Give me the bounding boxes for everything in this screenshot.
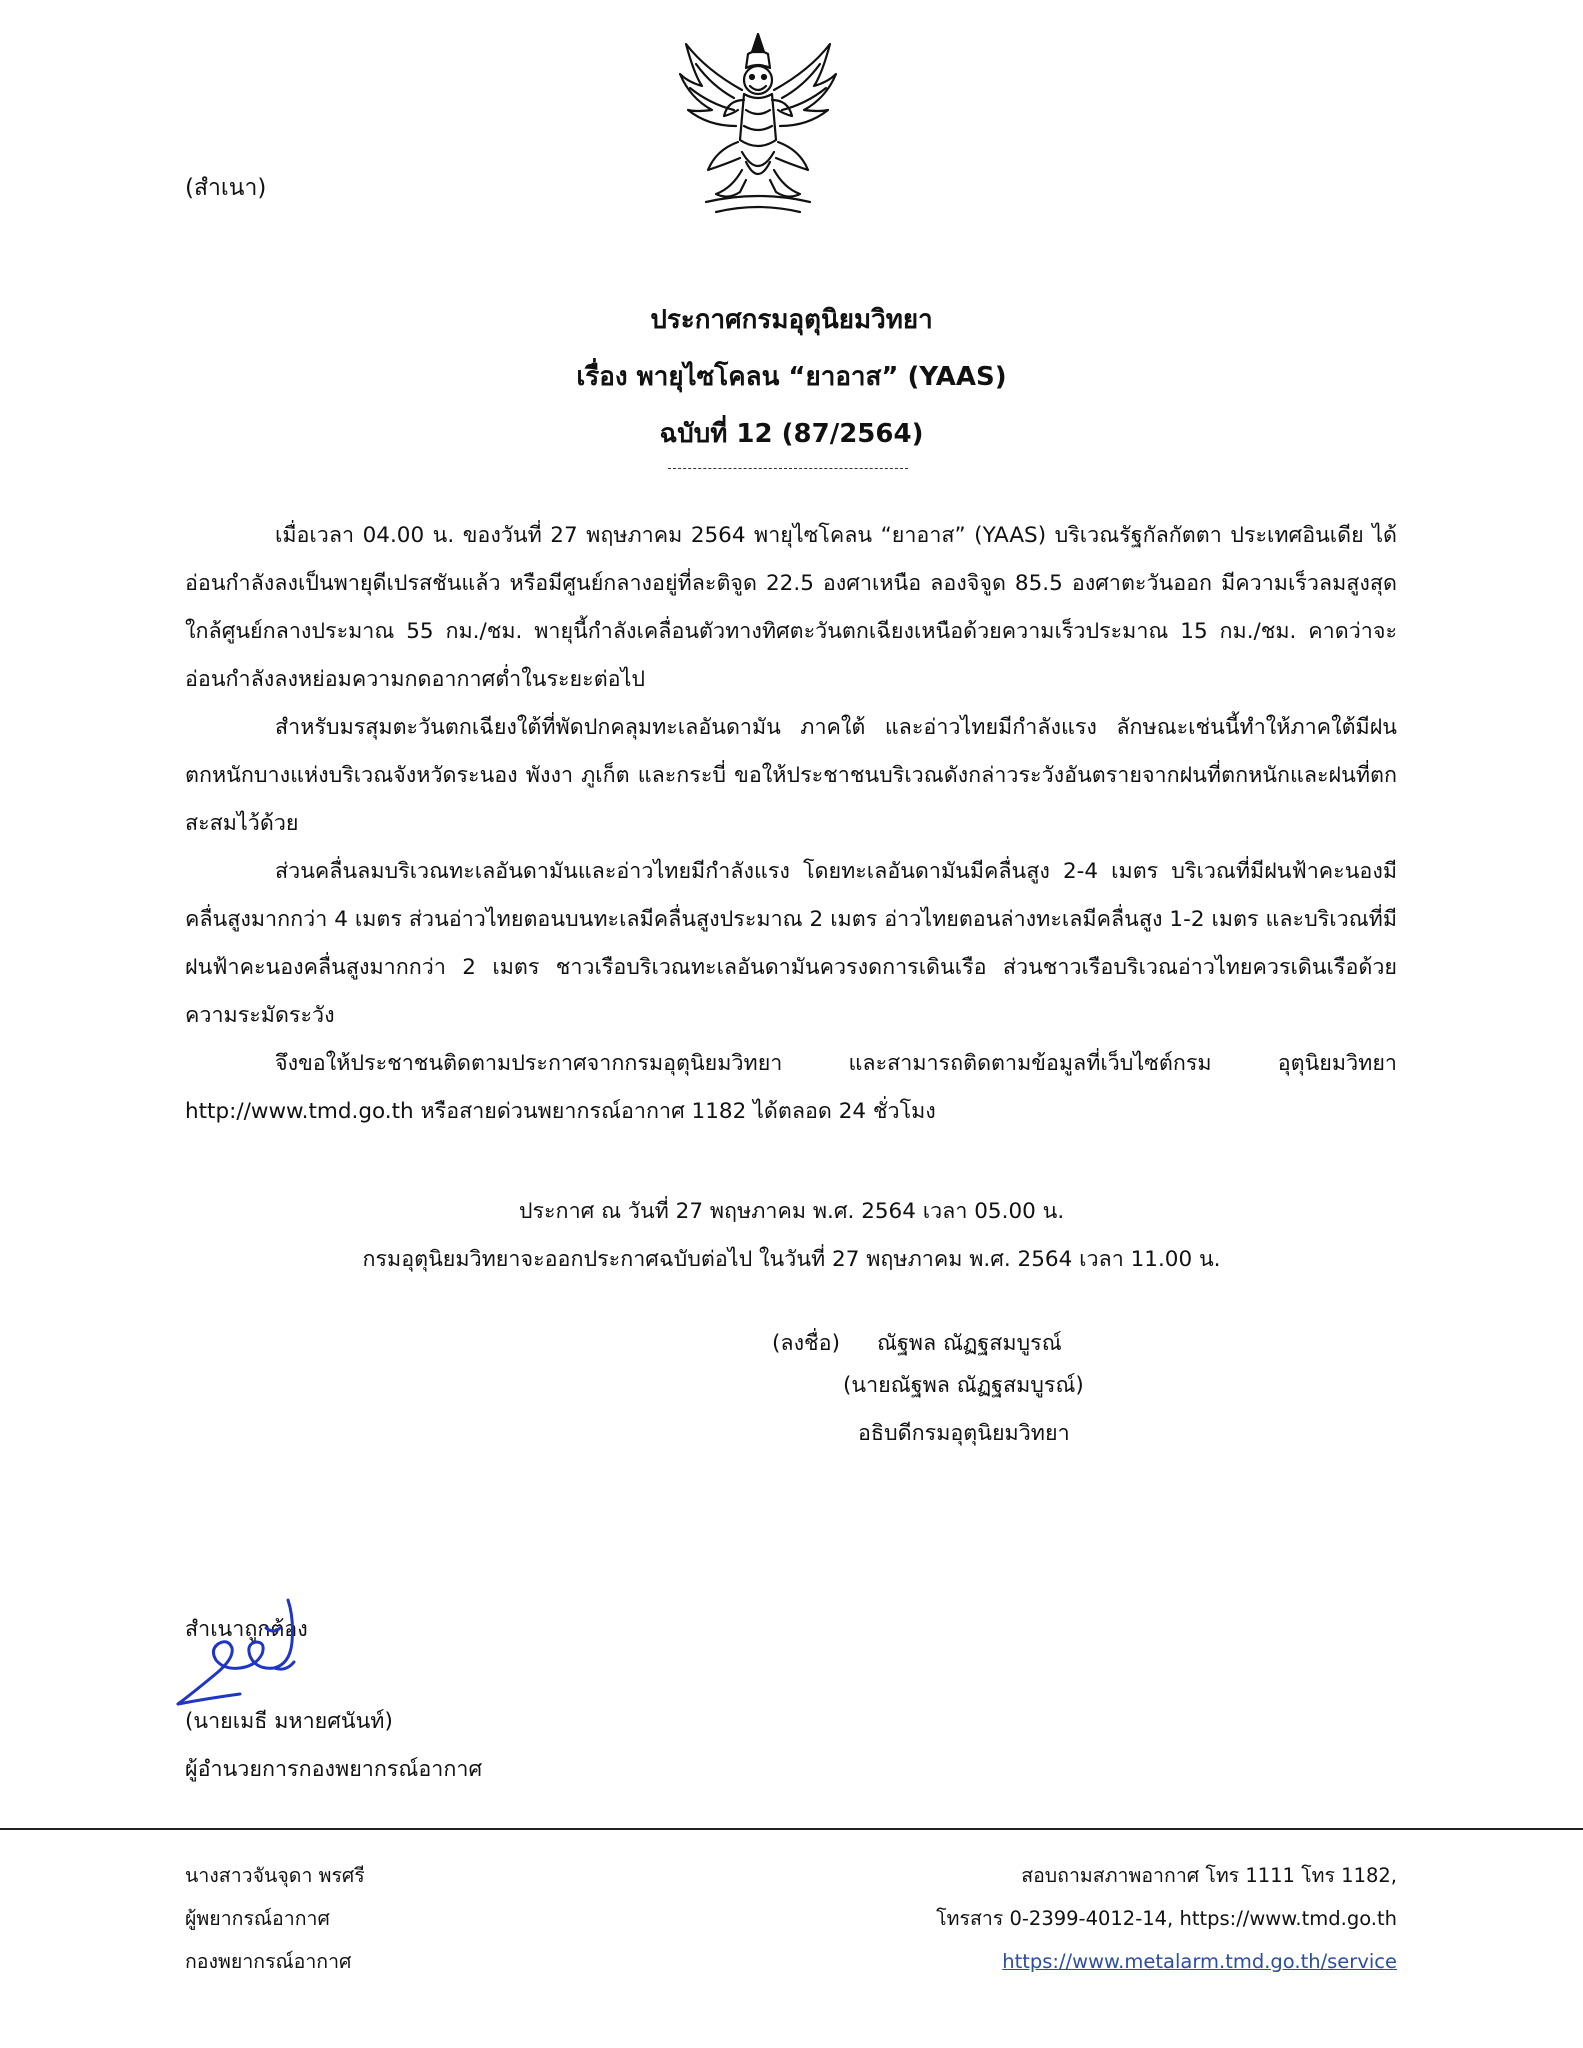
signer-full-name: (นายณัฐพล ณัฏฐสมบูรณ์) (843, 1373, 1084, 1398)
announcement-title: ประกาศกรมอุตุนิยมวิทยา (650, 305, 933, 335)
certifier-name: (นายเมธี มหายศนันท์) (185, 1709, 393, 1734)
paragraph-sea-waves: ส่วนคลื่นลมบริเวณทะเลอันดามันและอ่าวไทยมีกำลังแรง โดยทะเลอันดามันมีคลื่นสูง 2-4 เมตร บริเวณที่มีฝนฟ้าคะนองมีคลื่นสูงมากกว่า 4 เมตร ส่วนอ่าวไทยตอนบนทะเลมีคลื่นสูงประมาณ 2 เมตร อ่าวไทยตอนล่างทะเลมีคลื่นสูง 1-2 เมตร และบริเวณที่มีฝนฟ้าคะนองคลื่นสูงมากกว่า 2 เมตร ชาวเรือบริเวณทะเลอันดามันควรงดการเดินเรือ ส่วนชาวเรือบริเวณอ่าวไทยควรเดินเรือด้วยความระมัดระวัง (185, 859, 1397, 1028)
paragraph-monsoon-rain: สำหรับมรสุมตะวันตกเฉียงใต้ที่พัดปกคลุมทะเลอันดามัน ภาคใต้ และอ่าวไทยมีกำลังแรง ลักษณะเช่นนี้ทำให้ภาคใต้มีฝนตกหนักบางแห่งบริเวณจังหวัดระนอง พังงา ภูเก็ต และกระบี่ ขอให้ประชาชนบริเวณดังกล่าวระวังอันตรายจากฝนที่ตกหนักและฝนที่ตกสะสมไว้ด้วย (185, 715, 1397, 836)
paragraph-cyclone-status: เมื่อเวลา 04.00 น. ของวันที่ 27 พฤษภาคม 2564 พายุไซโคลน “ยาอาส” (YAAS) บริเวณรัฐกัลกัตตา ประเทศอินเดีย ได้อ่อนกำลังลงเป็นพายุดีเปรสชันแล้ว หรือมีศูนย์กลางอยู่ที่ละติจูด 22.5 องศาเหนือ ลองจิจูด 85.5 องศาตะวันออก มีความเร็วลมสูงสุดใกล้ศูนย์กลางประมาณ 55 กม./ชม. พายุนี้กำลังเคลื่อนตัวทางทิศตะวันตกเฉียงเหนือด้วยความเร็วประมาณ 15 กม./ชม. คาดว่าจะอ่อนกำลังลงหย่อมความกดอากาศต่ำในระยะต่อไป (185, 523, 1397, 692)
forecaster-division: กองพยากรณ์อากาศ (185, 1950, 352, 1973)
footer-contact (936, 1854, 1397, 1983)
announced-date: ประกาศ ณ วันที่ 27 พฤษภาคม พ.ศ. 2564 เวลา 05.00 น. (518, 1199, 1065, 1224)
paragraph-follow-updates: จึงขอให้ประชาชนติดตามประกาศจากกรมอุตุนิยมวิทยา และสามารถติดตามข้อมูลที่เว็บไซต์กรม อุตุนิยมวิทยา http://www.tmd.go.th หรือสายด่วนพยากรณ์อากาศ 1182 ได้ตลอด 24 ชั่วโมง (185, 1051, 1397, 1124)
handwritten-signature (170, 1588, 320, 1718)
announcement-body (185, 512, 1397, 1136)
forecaster-name: นางสาวจันจุดา พรศรี (185, 1864, 365, 1887)
certified-copy-label: สำเนาถูกต้อง (185, 1617, 308, 1642)
footer-forecaster (185, 1854, 365, 1983)
contact-phone: สอบถามสภาพอากาศ โทร 1111 โทร 1182, (1021, 1864, 1397, 1887)
announcement-header (0, 292, 1583, 463)
announcement-issue: ฉบับที่ 12 (87/2564) (659, 419, 924, 449)
copy-label: (สำเนา) (185, 175, 267, 201)
announcement-dates (0, 1188, 1583, 1284)
garuda-emblem (676, 30, 840, 220)
signer-title: อธิบดีกรมอุตุนิยมวิทยา (858, 1421, 1070, 1446)
forecaster-role: ผู้พยากรณ์อากาศ (185, 1907, 330, 1930)
footer-divider (0, 1828, 1583, 1830)
signed-prefix: (ลงชื่อ) (772, 1331, 840, 1356)
announcement-subject: เรื่อง พายุไซโคลน “ยาอาส” (YAAS) (576, 362, 1007, 392)
separator-dashes (668, 468, 908, 469)
contact-fax-website: โทรสาร 0-2399-4012-14, https://www.tmd.go.th (936, 1907, 1397, 1930)
metalarm-link[interactable]: https://www.metalarm.tmd.go.th/service (1002, 1950, 1397, 1973)
signed-name: ณัฐพล ณัฏฐสมบูรณ์ (877, 1331, 1062, 1356)
next-issue-date: กรมอุตุนิยมวิทยาจะออกประกาศฉบับต่อไป ในวันที่ 27 พฤษภาคม พ.ศ. 2564 เวลา 11.00 น. (362, 1247, 1221, 1272)
certifier-title: ผู้อำนวยการกองพยากรณ์อากาศ (185, 1757, 483, 1782)
